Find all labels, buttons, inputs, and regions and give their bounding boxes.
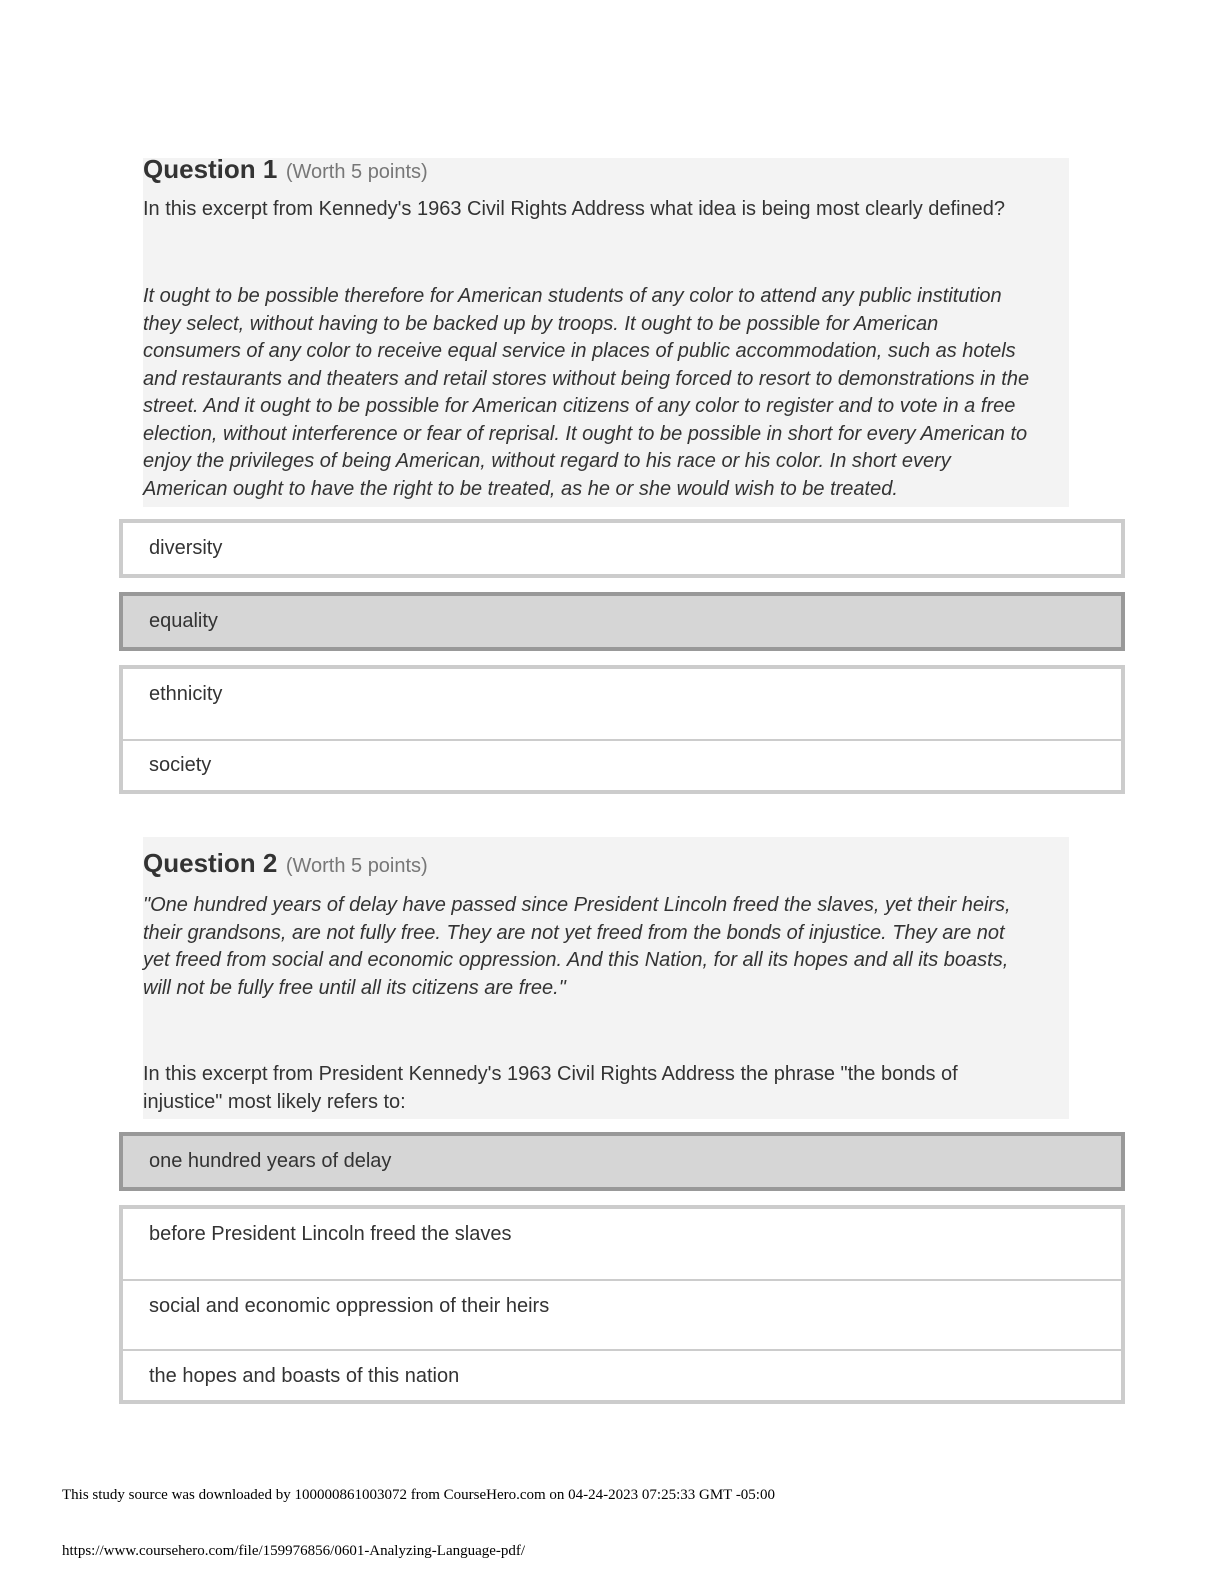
question-1-option-society[interactable] (123, 739, 1121, 790)
excerpt-line: It ought to be possible therefore for American students of any color to attend any public institution (143, 285, 1002, 307)
question-2-option-hopes[interactable] (123, 1349, 1121, 1400)
question-2-title: Question 2 (143, 848, 278, 878)
option-label: social and economic oppression of their heirs (149, 1295, 550, 1317)
question-1-block (143, 154, 1069, 507)
option-label: before President Lincoln freed the slaves (149, 1223, 512, 1245)
option-label: one hundred years of delay (149, 1150, 392, 1172)
question-1-option-ethnicity[interactable] (123, 669, 1121, 739)
source-url[interactable]: https://www.coursehero.com/file/159976856/0601-Analyzing-Language-pdf/ (62, 1543, 526, 1559)
question-1-excerpt (143, 283, 1069, 503)
question-2-worth: (Worth 5 points) (285, 855, 428, 877)
question-1-option-equality-selected[interactable] (119, 592, 1125, 651)
question-2-option-lincoln[interactable] (123, 1209, 1121, 1279)
question-1-prompt: In this excerpt from Kennedy's 1963 Civil Rights Address what idea is being most clearly defined? (143, 198, 1006, 220)
option-label: the hopes and boasts of this nation (149, 1365, 460, 1387)
option-label: diversity (149, 537, 223, 559)
option-row[interactable] (123, 523, 1121, 574)
question-2-option-group (119, 1205, 1125, 1404)
option-label: ethnicity (149, 683, 223, 705)
excerpt-line: their grandsons, are not fully free. They are not yet freed from the bonds of injustice. They are not (143, 921, 1005, 944)
excerpt-line: they select, without having to be backed up by troops. It ought to be possible for American (143, 312, 939, 335)
option-row[interactable] (123, 596, 1121, 647)
option-label: equality (149, 610, 218, 632)
download-note: This study source was downloaded by 100000861003072 from CourseHero.com on 04-24-2023 07:25:33 GMT -05:00 (62, 1487, 775, 1503)
question-2-block (143, 837, 1069, 1119)
question-1-worth: (Worth 5 points) (285, 161, 428, 183)
question-1-option-group (119, 665, 1125, 794)
excerpt-line: yet freed from social and economic oppression. And this Nation, for all its hopes and all its boasts, (143, 949, 1009, 971)
prompt-line: injustice" most likely refers to: (143, 1090, 406, 1113)
prompt-line: In this excerpt from President Kennedy's 1963 Civil Rights Address the phrase "the bonds of (143, 1063, 958, 1085)
option-row[interactable] (123, 1136, 1121, 1187)
question-1-header (143, 154, 428, 185)
excerpt-line: American ought to have the right to be treated, as he or she would wish to be treated. (143, 477, 898, 500)
question-2-prompt (143, 1061, 1069, 1116)
excerpt-line: election, without interference or fear of reprisal. It ought to be possible in short for every American to (143, 422, 1028, 445)
excerpt-line: consumers of any color to receive equal service in places of public accommodation, such as hotels (143, 340, 1016, 362)
question-2-option-delay-selected[interactable] (119, 1132, 1125, 1191)
question-2-header (143, 848, 428, 879)
excerpt-line: "One hundred years of delay have passed since President Lincoln freed the slaves, yet their heirs, (143, 894, 1011, 916)
option-label: society (149, 754, 212, 776)
excerpt-line: street. And it ought to be possible for American citizens of any color to register and to vote in a free (143, 395, 1016, 417)
question-1-title: Question 1 (143, 154, 278, 184)
question-2-option-oppression[interactable] (123, 1279, 1121, 1349)
question-2-excerpt (143, 892, 1069, 1002)
excerpt-line: and restaurants and theaters and retail stores without being forced to resort to demonstrations in the (143, 367, 1030, 390)
question-1-option-diversity[interactable] (119, 519, 1125, 578)
excerpt-line: enjoy the privileges of being American, without regard to his race or his color. In short every (143, 450, 951, 472)
excerpt-line: will not be fully free until all its citizens are free." (143, 976, 566, 999)
